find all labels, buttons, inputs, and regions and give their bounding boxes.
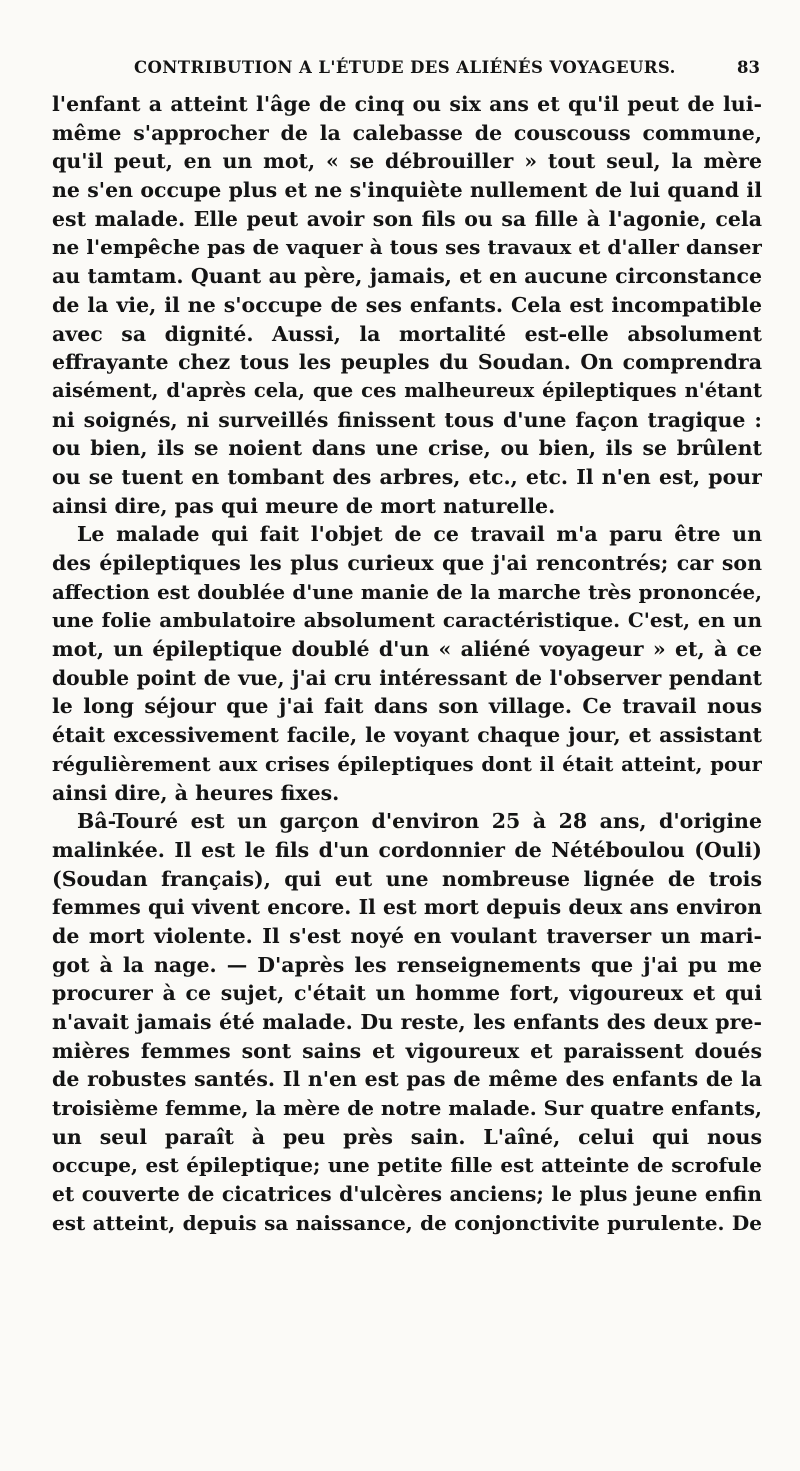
text-line: Bâ-Touré est un garçon d'environ 25 à 28 ans, d'origine (77, 809, 762, 834)
running-title: CONTRIBUTION A L'ÉTUDE DES ALIÉNÉS VOYAGEURS. (134, 58, 676, 77)
text-line: l'enfant a atteint l'âge de cinq ou six ans et qu'il peut de lui- (52, 92, 762, 116)
text-line: troisième femme, la mère de notre malade. Sur quatre enfants, (52, 1096, 762, 1121)
running-head (60, 58, 760, 88)
text-line: double point de vue, j'ai cru intéressant de l'observer pendant (52, 665, 762, 690)
text-line: (Soudan français), qui eut une nombreuse lignée de trois (52, 866, 762, 891)
text-line: ou bien, ils se noient dans une crise, ou bien, ils se brûlent (52, 436, 762, 461)
text-line: ni soignés, ni surveillés finissent tous d'une façon tragique : (52, 407, 762, 432)
text-line: occupe, est épileptique; une petite fille est atteinte de scrofule (52, 1153, 762, 1178)
text-line: un seul paraît à peu près sain. L'aîné, celui qui nous (52, 1124, 762, 1149)
text-line: affection est doublée d'une manie de la marche très prononcée, (52, 579, 762, 604)
text-line: le long séjour que j'ai fait dans son village. Ce travail nous (52, 694, 762, 719)
text-line: est malade. Elle peut avoir son fils ou sa fille à l'agonie, cela (52, 206, 762, 231)
body-text (52, 90, 762, 1238)
text-line: de robustes santés. Il n'en est pas de même des enfants de la (52, 1067, 762, 1092)
text-line: aisément, d'après cela, que ces malheureux épileptiques n'étant (52, 378, 762, 402)
text-line: et couverte de cicatrices d'ulcères anciens; le plus jeune enfin (52, 1182, 762, 1207)
text-line: ne l'empêche pas de vaquer à tous ses travaux et d'aller danser (52, 235, 762, 260)
text-line: était excessivement facile, le voyant chaque jour, et assistant (52, 723, 762, 748)
text-line: au tamtam. Quant au père, jamais, et en aucune circonstance (52, 264, 762, 289)
text-line: régulièrement aux crises épileptiques dont il était atteint, pour (52, 751, 762, 776)
text-line: ne s'en occupe plus et ne s'inquiète nullement de lui quand il (52, 178, 762, 203)
text-line: Le malade qui fait l'objet de ce travail m'a paru être un (77, 522, 762, 547)
text-line: malinkée. Il est le fils d'un cordonnier de Nétéboulou (Ouli) (52, 837, 762, 862)
text-line: got à la nage. — D'après les renseignements que j'ai pu me (52, 952, 762, 977)
text-line: ainsi dire, pas qui meure de mort naturelle. (52, 493, 556, 518)
text-line: de la vie, il ne s'occupe de ses enfants. Cela est incompatible (52, 292, 762, 317)
text-line: femmes qui vivent encore. Il est mort depuis deux ans environ (52, 895, 762, 920)
text-line: effrayante chez tous les peuples du Soudan. On comprendra (52, 350, 762, 375)
page-number: 83 (737, 58, 760, 77)
text-line: ainsi dire, à heures fixes. (52, 780, 340, 805)
text-line: avec sa dignité. Aussi, la mortalité est-elle absolument (52, 321, 762, 346)
text-line: mot, un épileptique doublé d'un « aliéné voyageur » et, à ce (52, 637, 762, 662)
text-line: mières femmes sont sains et vigoureux et paraissent doués (52, 1038, 762, 1063)
text-line: est atteint, depuis sa naissance, de conjonctivite purulente. De (52, 1210, 762, 1235)
text-line: n'avait jamais été malade. Du reste, les enfants des deux pre- (52, 1010, 762, 1034)
text-line: ou se tuent en tombant des arbres, etc., etc. Il n'en est, pour (52, 464, 762, 489)
text-line: une folie ambulatoire absolument caractéristique. C'est, en un (52, 608, 762, 633)
text-line: qu'il peut, en un mot, « se débrouiller » tout seul, la mère (52, 149, 762, 174)
text-line: des épileptiques les plus curieux que j'ai rencontrés; car son (52, 551, 762, 575)
text-line: même s'approcher de la calebasse de couscouss commune, (52, 120, 762, 145)
text-line: de mort violente. Il s'est noyé en voulant traverser un mari- (52, 923, 762, 948)
text-line: procurer à ce sujet, c'était un homme fort, vigoureux et qui (52, 981, 762, 1006)
